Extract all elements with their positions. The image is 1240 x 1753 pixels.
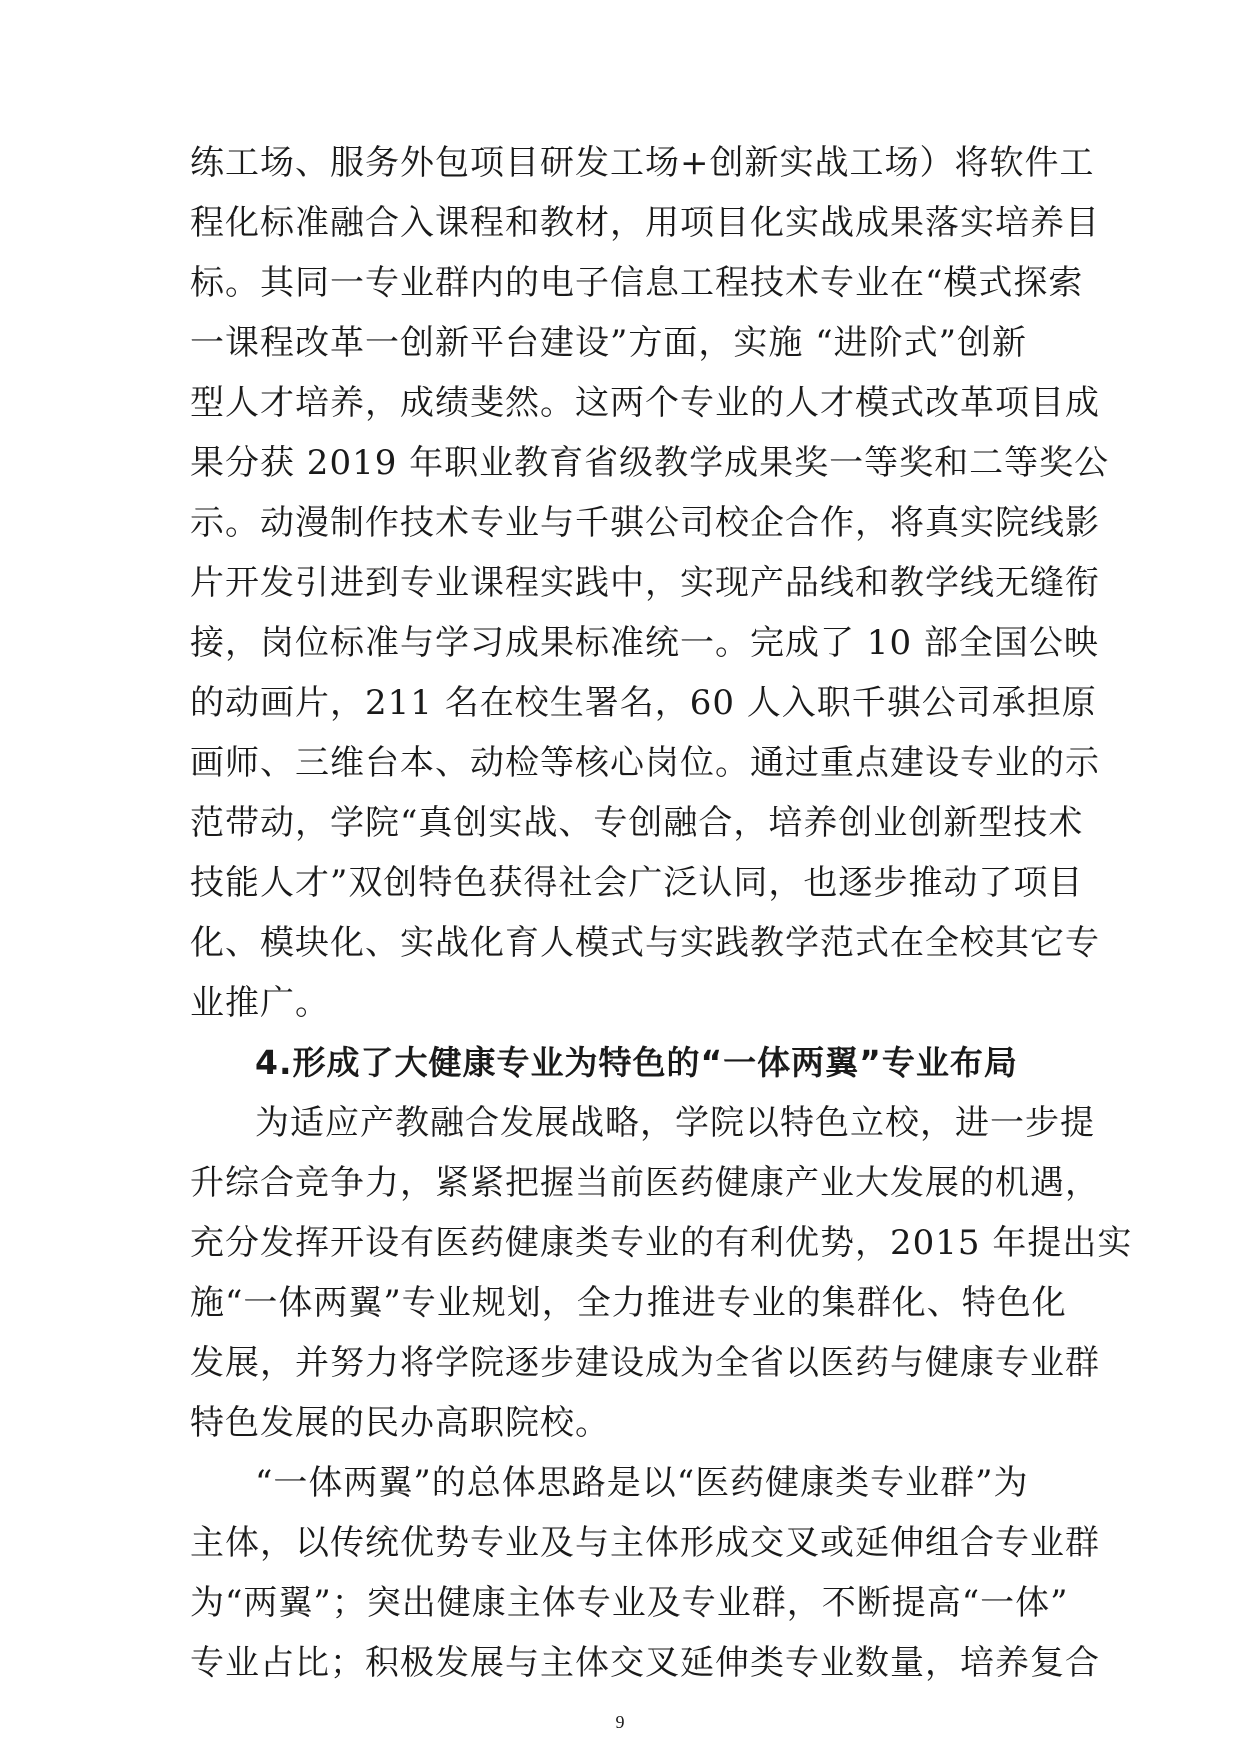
body-text-line: 接，岗位标准与学习成果标准统一。完成了 10 部全国公映 [190, 623, 1099, 663]
body-text-line: 业推广。 [190, 983, 330, 1023]
body-text-line: 的动画片，211 名在校生署名，60 人入职千骐公司承担原 [190, 683, 1097, 723]
body-text-line: 一课程改革一创新平台建设”方面，实施 “进阶式”创新 [190, 323, 1027, 363]
body-text-line: 发展，并努力将学院逐步建设成为全省以医药与健康专业群 [190, 1343, 1100, 1383]
body-text-line: 主体，以传统优势专业及与主体形成交叉或延伸组合专业群 [190, 1523, 1100, 1563]
section-heading: 4.形成了大健康专业为特色的“一体两翼”专业布局 [255, 1043, 1018, 1082]
body-text-line: 程化标准融合入课程和教材，用项目化实战成果落实培养目 [190, 203, 1100, 243]
body-text-line: 技能人才”双创特色获得社会广泛认同，也逐步推动了项目 [190, 863, 1084, 903]
body-text-line: 为“两翼”；突出健康主体专业及专业群，不断提高“一体” [190, 1583, 1069, 1623]
body-text-line: 片开发引进到专业课程实践中，实现产品线和教学线无缝衔 [190, 563, 1100, 603]
body-text-line: 范带动，学院“真创实战、专创融合，培养创业创新型技术 [190, 803, 1084, 843]
page-number: 9 [615, 1712, 625, 1732]
body-text-line: 型人才培养，成绩斐然。这两个专业的人才模式改革项目成 [190, 383, 1100, 423]
body-text-line: 画师、三维台本、动检等核心岗位。通过重点建设专业的示 [190, 743, 1100, 783]
body-text-line: 施“一体两翼”专业规划，全力推进专业的集群化、特色化 [190, 1283, 1067, 1323]
body-text-line: 充分发挥开设有医药健康类专业的有利优势，2015 年提出实 [190, 1223, 1133, 1263]
body-text-line: 特色发展的民办高职院校。 [190, 1403, 610, 1443]
paragraph-first-line: “一体两翼”的总体思路是以“医药健康类专业群”为 [255, 1463, 1029, 1503]
body-text-line: 升综合竞争力，紧紧把握当前医药健康产业大发展的机遇， [190, 1163, 1100, 1203]
body-text-line: 示。动漫制作技术专业与千骐公司校企合作，将真实院线影 [190, 503, 1100, 543]
body-text-line: 标。其同一专业群内的电子信息工程技术专业在“模式探索 [190, 263, 1084, 303]
body-text-line: 果分获 2019 年职业教育省级教学成果奖一等奖和二等奖公 [190, 443, 1110, 483]
body-text-line: 专业占比；积极发展与主体交叉延伸类专业数量，培养复合 [190, 1643, 1100, 1683]
body-text-line: 化、模块化、实战化育人模式与实践教学范式在全校其它专 [190, 923, 1100, 963]
body-text-line: 练工场、服务外包项目研发工场+创新实战工场）将软件工 [190, 143, 1095, 183]
paragraph-first-line: 为适应产教融合发展战略，学院以特色立校，进一步提 [255, 1103, 1095, 1143]
